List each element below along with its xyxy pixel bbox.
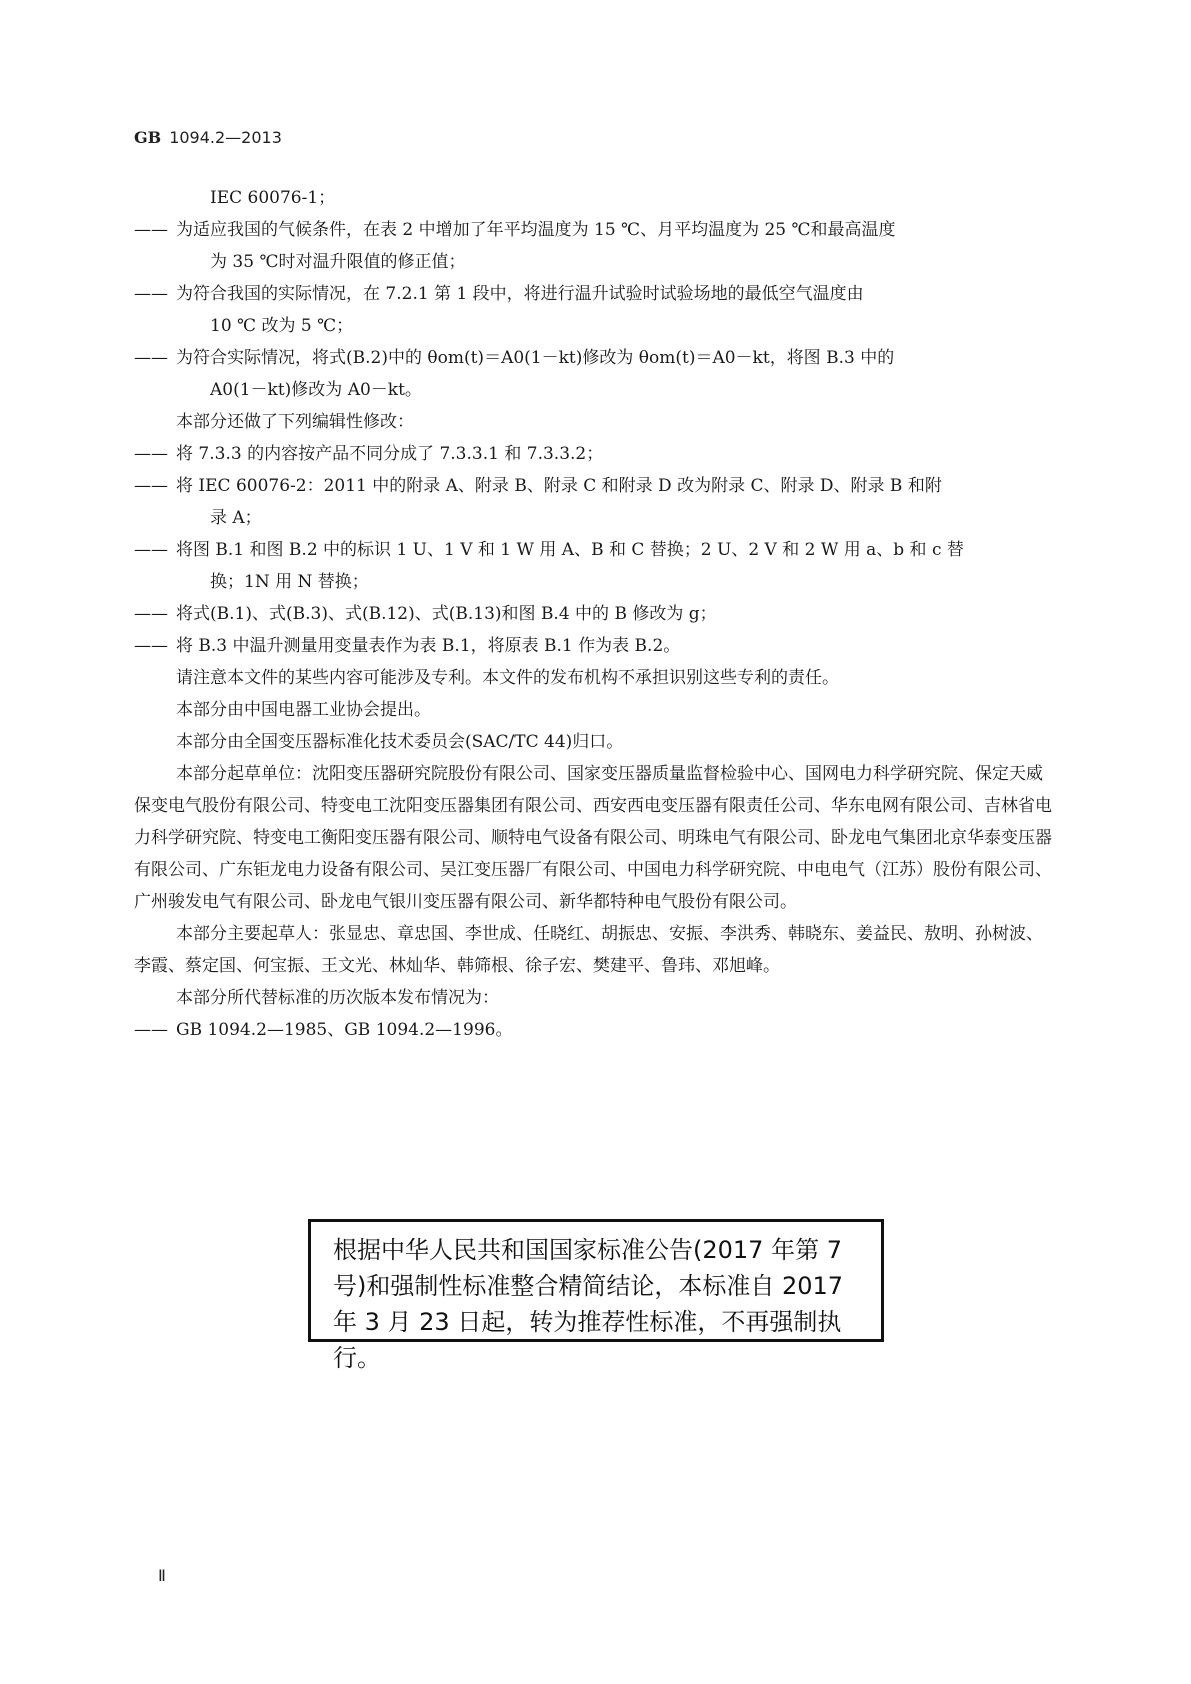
list-item-continuation: 10 ℃ 改为 5 ℃； <box>210 316 354 336</box>
list-item-continuation: 录 A； <box>210 508 262 528</box>
list-item: —— 将 B.3 中温升测量用变量表作为表 B.1，将原表 B.1 作为表 B.2。 <box>134 630 1054 662</box>
list-item: —— 为符合实际情况，将式(B.2)中的 θom(t)＝A0(1－kt)修改为 θom(t)＝A0－kt，将图 B.3 中的 <box>134 342 1054 374</box>
centralized-by: 本部分由全国变压器标准化技术委员会(SAC/TC 44)归口。 <box>176 732 624 752</box>
dash-mark: —— <box>134 284 168 304</box>
drafting-units: 本部分起草单位：沈阳变压器研究院股份有限公司、国家变压器质量监督检验中心、国网电力科学研究院、保定天威保变电气股份有限公司、特变电工沈阳变压器集团有限公司、西安西电变压器有限责任公司、华东电网有限公司、吉林省电力科学研究院、特变电工衡阳变压器有限公司、顺特电气设备有限公司、明珠电气有限公司、卧龙电气集团北京华泰变压器有限公司、广东钜龙电力设备有限公司、吴江变压器厂有限公司、中国电力科学研究院、中电电气（江苏）股份有限公司、广州骏发电气有限公司、卧龙电气银川变压器有限公司、新华都特种电气股份有限公司。 <box>134 764 1052 912</box>
standard-number: 1094.2—2013 <box>169 128 282 147</box>
list-item: —— 将图 B.1 和图 B.2 中的标识 1 U、1 V 和 1 W 用 A、B 和 C 替换；2 U、2 V 和 2 W 用 a、b 和 c 替 <box>134 534 1054 566</box>
dash-mark: —— <box>134 604 168 624</box>
text-line: IEC 60076-1； <box>210 188 336 208</box>
list-item: —— 将 7.3.3 的内容按产品不同分成了 7.3.3.1 和 7.3.3.2； <box>134 438 1054 470</box>
editorial-intro: 本部分还做了下列编辑性修改： <box>176 412 414 432</box>
list-item: —— 为符合我国的实际情况，在 7.2.1 第 1 段中，将进行温升试验时试验场地的最低空气温度由 <box>134 278 1054 310</box>
list-item-continuation: 为 35 ℃时对温升限值的修正值； <box>210 252 466 272</box>
dash-mark: —— <box>134 540 168 560</box>
list-item: —— GB 1094.2—1985、GB 1094.2—1996。 <box>134 1014 1054 1046</box>
dash-mark: —— <box>134 636 168 656</box>
history-intro: 本部分所代替标准的历次版本发布情况为： <box>176 988 499 1008</box>
notice-line: 年 3 月 23 日起，转为推荐性标准，不再强制执行。 <box>333 1308 842 1372</box>
dash-mark: —— <box>134 1020 168 1040</box>
list-item-continuation: A0(1－kt)修改为 A0－kt。 <box>210 380 422 400</box>
foreword-body <box>134 182 1054 1046</box>
document-header <box>134 128 282 147</box>
dash-mark: —— <box>134 220 168 240</box>
dash-mark: —— <box>134 348 168 368</box>
list-item-continuation: 换；1N 用 N 替换； <box>210 572 369 592</box>
patent-notice: 请注意本文件的某些内容可能涉及专利。本文件的发布机构不承担识别这些专利的责任。 <box>176 668 839 688</box>
list-item: —— 为适应我国的气候条件，在表 2 中增加了年平均温度为 15 ℃、月平均温度为 25 ℃和最高温度 <box>134 214 1054 246</box>
notice-line: 根据中华人民共和国国家标准公告(2017 年第 7 <box>333 1236 842 1264</box>
standard-code: GB <box>134 128 162 147</box>
page-number: Ⅱ <box>158 1568 166 1585</box>
notice-line: 号)和强制性标准整合精简结论，本标准自 2017 <box>333 1272 844 1300</box>
proposed-by: 本部分由中国电器工业协会提出。 <box>176 700 431 720</box>
dash-mark: —— <box>134 444 168 464</box>
list-item: —— 将 IEC 60076-2：2011 中的附录 A、附录 B、附录 C 和附录 D 改为附录 C、附录 D、附录 B 和附 <box>134 470 1054 502</box>
list-item: —— 将式(B.1)、式(B.3)、式(B.12)、式(B.13)和图 B.4 中的 B 修改为 g； <box>134 598 1054 630</box>
dash-mark: —— <box>134 476 168 496</box>
status-notice-box <box>308 1219 884 1372</box>
main-drafters: 本部分主要起草人：张显忠、章忠国、李世成、任晓红、胡振忠、安振、李洪秀、韩晓东、姜益民、敖明、孙树波、李霞、蔡定国、何宝振、王文光、林灿华、韩筛根、徐子宏、樊建平、鲁玮、邓旭峰。 <box>134 924 1043 976</box>
